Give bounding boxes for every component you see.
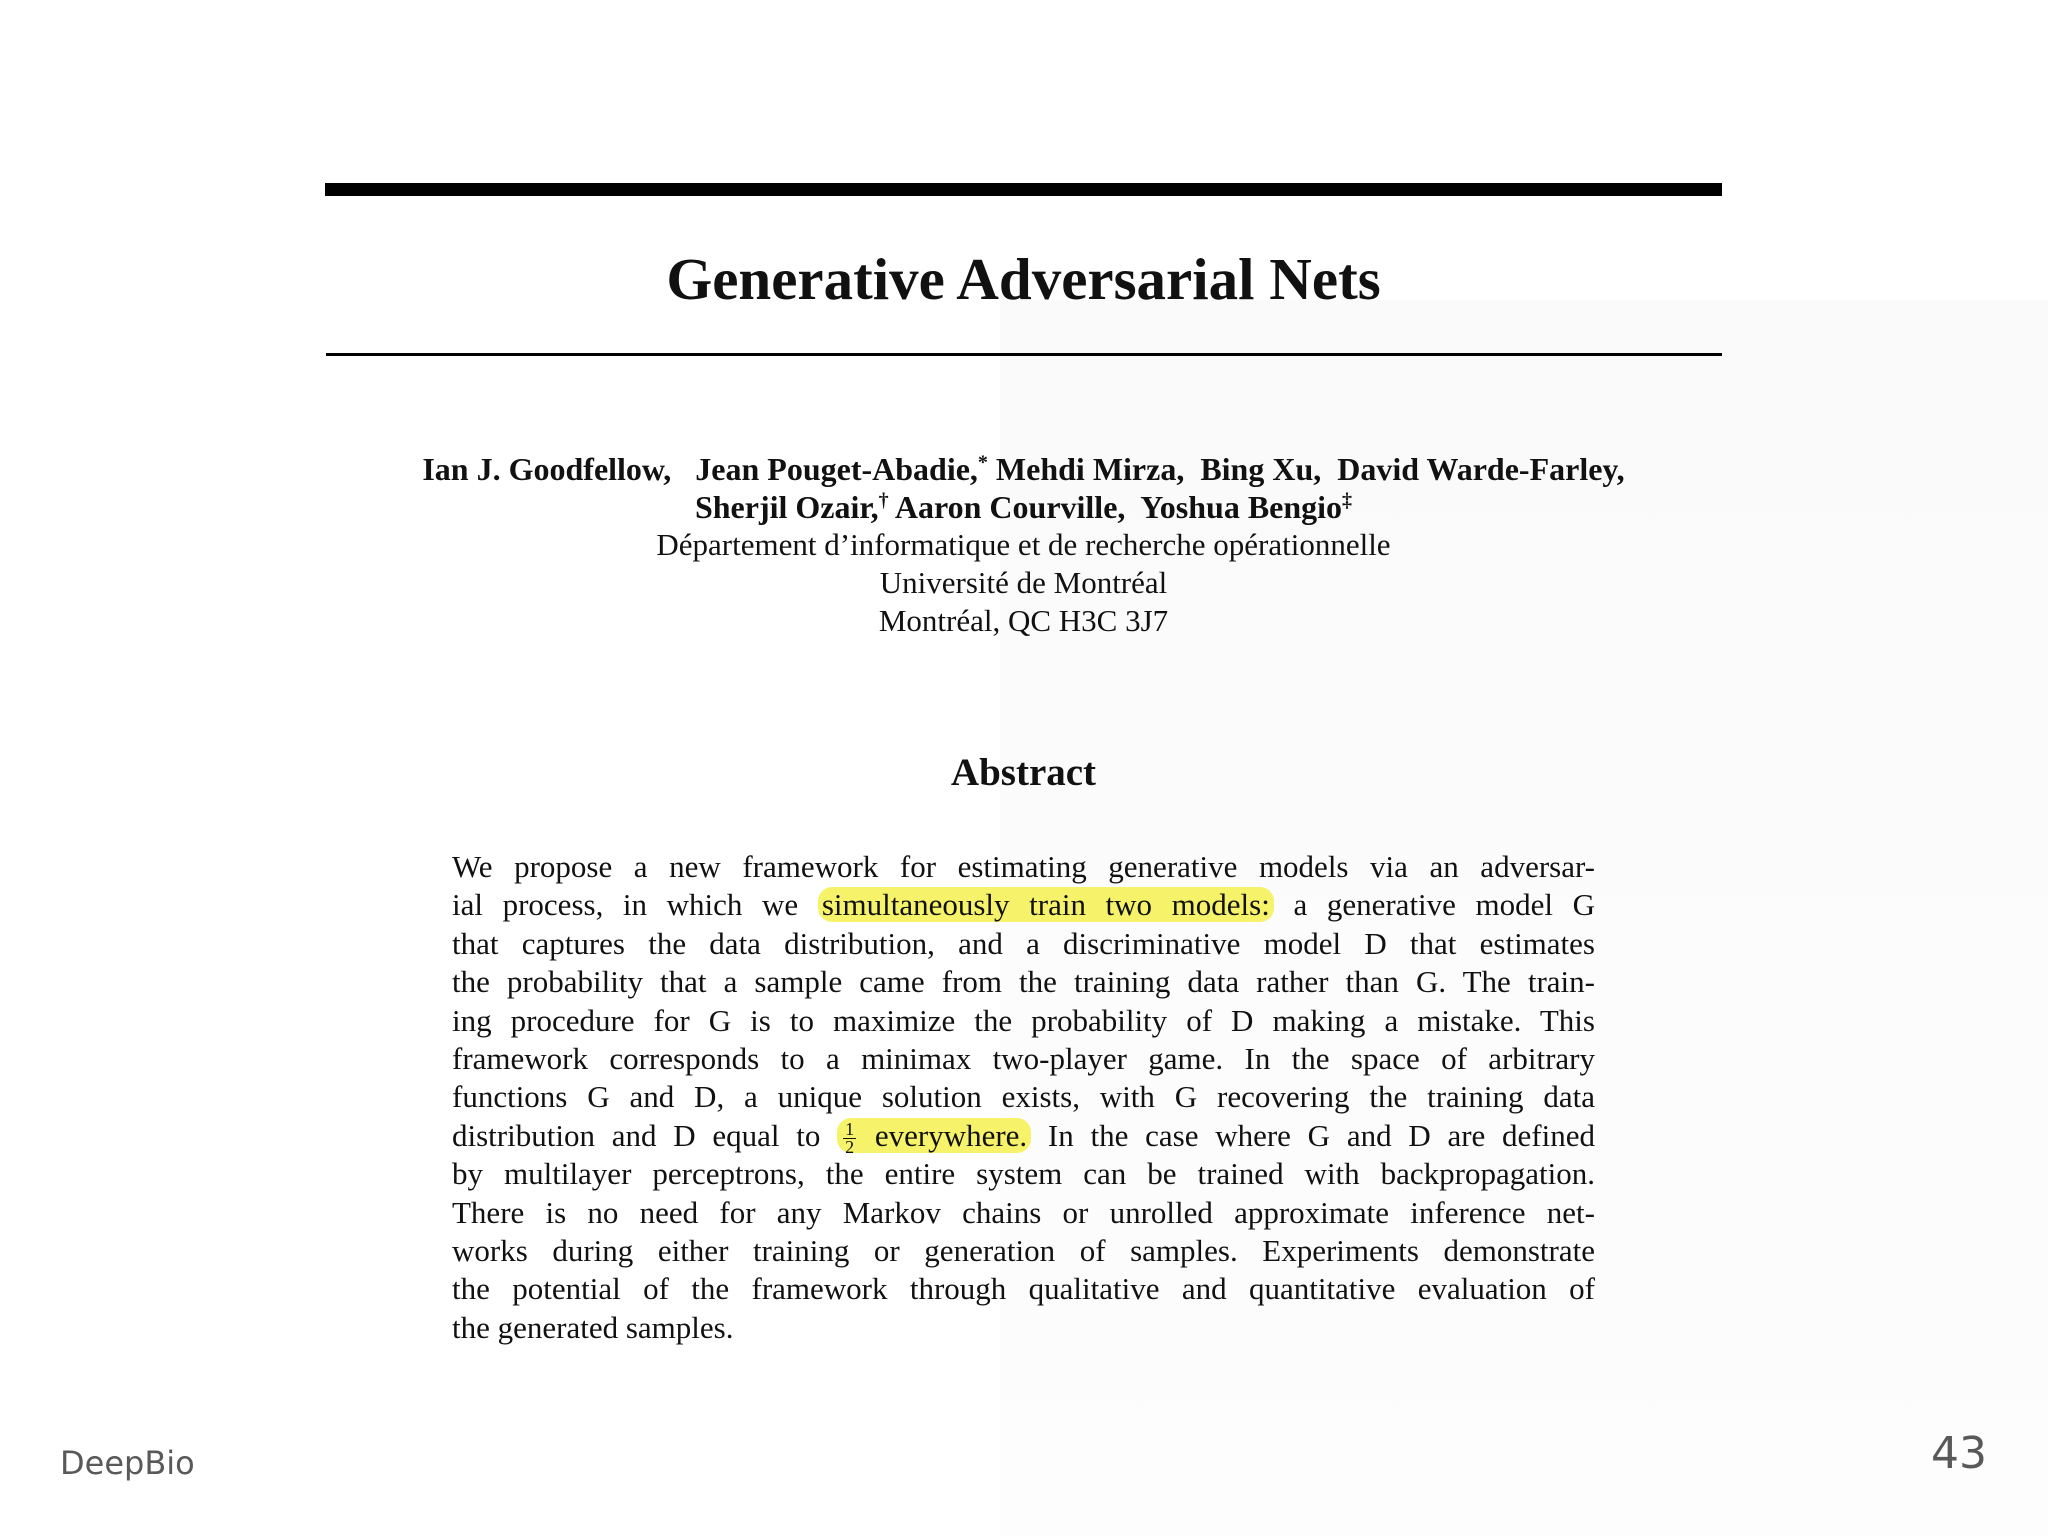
abstract-line: that captures the data distribution, and a discriminative model D that estimates [452,925,1595,961]
author-name: Yoshua Bengio [1140,489,1343,525]
fraction-denominator: 2 [845,1137,855,1158]
affiliation-address: Montréal, QC H3C 3J7 [878,603,1169,638]
abstract-body [452,848,1595,1347]
author-name: Aaron Courville, [894,489,1126,525]
abstract-line: works during either training or generation of samples. Experiments demonstrate [452,1232,1595,1268]
abstract-line: by multilayer perceptrons, the entire system can be trained with backpropagation. [452,1156,1595,1192]
abstract-line: the probability that a sample came from the training data rather than G. The train- [452,964,1595,1000]
affiliation-department: Département d’informatique et de recherche opérationnelle [656,527,1391,562]
author-name: Sherjil Ozair, [694,489,879,525]
abstract-line: the generated samples. [452,1309,734,1345]
abstract-line: functions G and D, a unique solution exists, with G recovering the training data [452,1079,1595,1115]
title-top-rule [325,183,1722,196]
abstract-text: a generative model G [1293,887,1596,923]
footer-brand: DeepBio [60,1444,195,1482]
author-block [325,450,1722,640]
author-footnote-mark: * [977,451,988,474]
title-bottom-rule [326,353,1722,356]
affiliation-university: Université de Montréal [879,565,1168,600]
abstract-line: We propose a new framework for estimating generative models via an adversar- [452,849,1595,884]
abstract-text: ial process, in which we [452,887,799,923]
highlighted-phrase [837,1117,1031,1158]
abstract-line [452,1117,1596,1158]
abstract-heading: Abstract [950,751,1097,794]
abstract-line: the potential of the framework through qualitative and quantitative evaluation of [452,1271,1595,1307]
author-line-1 [325,450,1722,488]
abstract-text: distribution and D equal to [452,1117,821,1153]
abstract-line: ing procedure for G is to maximize the probability of D making a mistake. This [452,1002,1595,1038]
abstract-line: framework corresponds to a minimax two-player game. In the space of arbitrary [452,1040,1595,1076]
author-line-2 [325,488,1722,526]
author-footnote-mark: † [878,489,889,512]
highlighted-phrase: simultaneously train two models: [818,887,1274,922]
abstract-line: There is no need for any Markov chains or unrolled approximate inference net- [452,1194,1595,1230]
one-half-fraction [843,1121,856,1156]
author-name: David Warde-Farley, [1337,451,1625,487]
fraction-numerator: 1 [845,1119,855,1140]
author-footnote-mark: ‡ [1342,489,1353,512]
slide-page-number: 43 [1931,1428,1987,1479]
author-name: Bing Xu, [1200,451,1322,487]
author-name: Mehdi Mirza, [995,451,1185,487]
abstract-text: In the case where G and D are defined [1047,1117,1596,1153]
author-name: Jean Pouget-Abadie, [695,451,978,487]
paper-title: Generative Adversarial Nets [666,246,1381,312]
highlighted-word: everywhere. [874,1117,1028,1153]
author-name: Ian J. Goodfellow, [422,451,672,487]
abstract-line [452,886,1595,924]
